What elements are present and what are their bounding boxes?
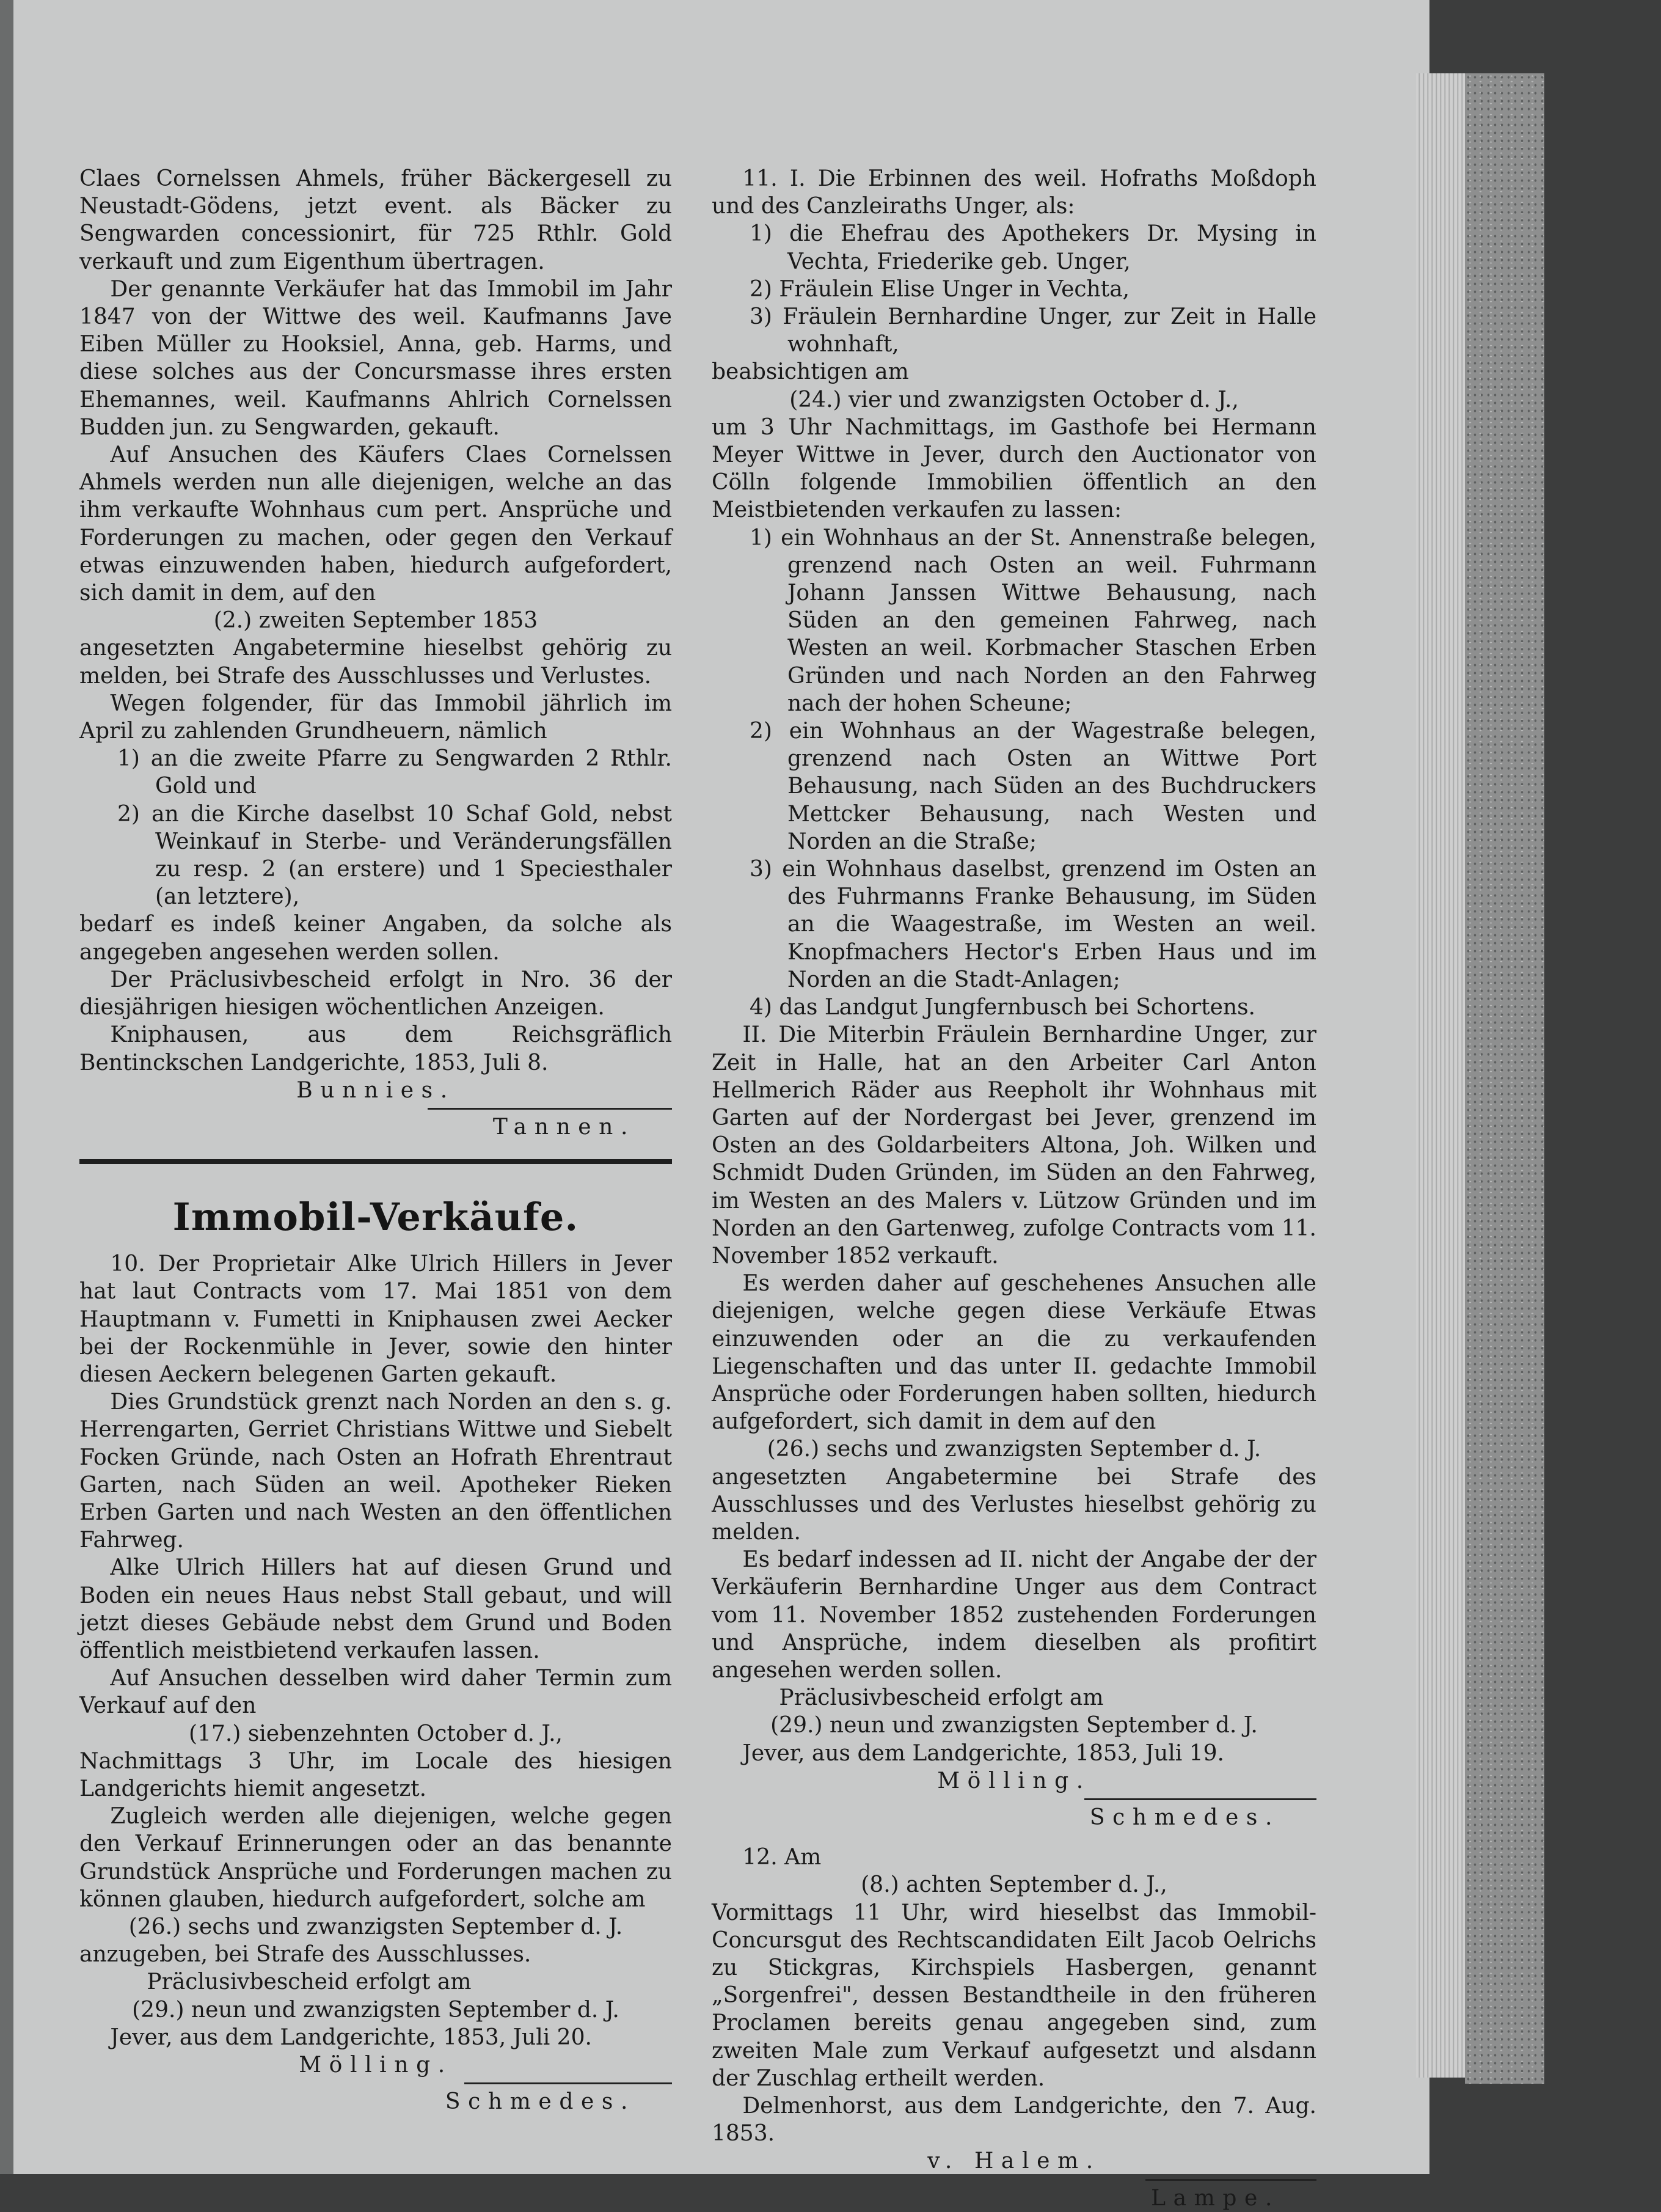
list-item: 1) die Ehefrau des Apothekers Dr. Mysing in Vechta, Friederike geb. Unger, <box>750 221 1324 274</box>
list-item: 1) ein Wohnhaus an der St. Annenstraße belegen, grenzend nach Osten an weil. Fuhrmann Johann Janssen Wittwe Behausung, nach Süden an den gemeinen Fahrweg, nach Westen an weil. Korbmacher Staschen Erben Gründen und nach Norden an den Fahrweg nach der hohen Scheune; <box>750 525 1324 716</box>
paragraph: Claes Cornelssen Ahmels, früher Bäckergesell zu Neustadt-Gödens, jetzt event. als Bäcker zu Sengwarden concessionirt, für 725 Rthlr. Gold verkauft und zum Eigenthum übertragen. <box>79 166 679 274</box>
paragraph: angesetzten Angabetermine hieselbst gehörig zu melden, bei Strafe des Ausschlusses und Verlustes. <box>79 635 679 689</box>
signature: Mölling. <box>937 1768 1091 1793</box>
paragraph: Delmenhorst, aus dem Landgerichte, den 7. Aug. 1853. <box>712 2093 1324 2147</box>
paragraph: bedarf es indeß keiner Angaben, da solche als angegeben angesehen werden sollen. <box>79 912 679 965</box>
section-divider <box>79 1159 672 1164</box>
paragraph: Kniphausen, aus dem Reichsgräflich Bentinckschen Landgerichte, 1853, Juli 8. <box>79 1022 679 1075</box>
left-column <box>79 165 679 2115</box>
paragraph: Alke Ulrich Hillers hat auf diesen Grund und Boden ein neues Haus nebst Stall gebaut, und will jetzt dieses Gebäude nebst dem Grund und Boden öffentlich meistbietend verkaufen lassen. <box>79 1555 679 1663</box>
right-column <box>712 165 1324 2212</box>
paragraph: beabsichtigen am <box>712 359 909 385</box>
date-line: (26.) sechs und zwanzigsten September d. J. <box>767 1437 1261 1462</box>
signature: Mölling. <box>299 2053 453 2078</box>
signature: Schmedes. <box>1089 1804 1280 1830</box>
list-item: 2) an die Kirche daselbst 10 Schaf Gold, nebst Weinkauf in Sterbe- und Veränderungsfällen zu resp. 2 (an erstere) und 1 Speciesthaler (an letztere), <box>117 801 679 910</box>
paragraph: Auf Ansuchen desselben wird daher Termin zum Verkauf auf den <box>79 1666 679 1719</box>
paragraph: Präclusivbescheid erfolgt am <box>779 1685 1104 1711</box>
signature-rule <box>1145 2179 1316 2181</box>
list-item: 2) Fräulein Elise Unger in Vechta, <box>750 276 1130 302</box>
paragraph: Jever, aus dem Landgerichte, 1853, Juli 19. <box>742 1740 1224 1766</box>
paragraph: Es bedarf indessen ad II. nicht der Angabe der der Verkäuferin Bernhardine Unger aus dem Contract vom 11. November 1852 zustehenden Forderungen und Ansprüche, indem dieselben als profitirt angesehen werden sollen. <box>712 1547 1324 1683</box>
signature-rule <box>428 1108 672 1110</box>
paragraph: Nachmittags 3 Uhr, im Locale des hiesigen Landgerichts hiemit angesetzt. <box>79 1748 679 1801</box>
paragraph: Der genannte Verkäufer hat das Immobil im Jahr 1847 von der Wittwe des weil. Kaufmanns Jave Eiben Müller zu Hooksiel, Anna, geb. Harms, und diese solches aus der Concursmasse ihres ersten Ehemannes, weil. Kaufmanns Ahlrich Cornelssen Budden jun. zu Sengwarden, gekauft. <box>79 276 679 440</box>
paragraph: II. Die Miterbin Fräulein Bernhardine Unger, zur Zeit in Halle, hat an den Arbeiter Carl Anton Hellmerich Räder aus Reepholt ihr Wohnhaus mit Garten auf der Nordergast bei Jever, grenzend im Osten an des Goldarbeiters Altona, Joh. Wilken und Schmidt Duden Gründen, im Süden an den Fahrweg, im Westen an des Malers v. Lützow Gründen und im Norden an den Gartenweg, zufolge Contracts vom 11. November 1852 verkauft. <box>712 1022 1324 1269</box>
paragraph: Präclusivbescheid erfolgt am <box>147 1969 472 1995</box>
paragraph: Der Präclusivbescheid erfolgt in Nro. 36 der diesjährigen hiesigen wöchentlichen Anzeigen. <box>79 967 679 1020</box>
paragraph: Wegen folgender, für das Immobil jährlich im April zu zahlenden Grundheuern, nämlich <box>79 690 679 744</box>
list-item: 2) ein Wohnhaus an der Wagestraße belegen, grenzend nach Osten an Wittwe Port Behausung, nach Süden an des Buchdruckers Mettcker Behausung, nach Westen und Norden an die Straße; <box>750 719 1324 854</box>
signature-rule <box>1084 1798 1316 1800</box>
list-item: 4) das Landgut Jungfernbusch bei Schortens. <box>750 995 1255 1020</box>
paragraph: um 3 Uhr Nachmittags, im Gasthofe bei Hermann Meyer Wittwe in Jever, durch den Auctionator von Cölln folgende Immobilien öffentlich an den Meistbietenden verkaufen zu lassen: <box>712 414 1324 523</box>
signature: Bunnies. <box>296 1077 455 1103</box>
paragraph: Dies Grundstück grenzt nach Norden an den s. g. Herrengarten, Gerriet Christians Wittwe und Siebelt Focken Gründe, nach Osten an Hofrath Ehrentraut Garten, nach Süden an weil. Apotheker Rieken Erben Garten und nach Westen an den öffentlichen Fahrweg. <box>79 1390 679 1553</box>
paragraph: angesetzten Angabetermine bei Strafe des Ausschlusses und des Verlustes hieselbst gehörig zu melden. <box>712 1464 1324 1545</box>
paragraph: Jever, aus dem Landgerichte, 1853, Juli 20. <box>110 2024 592 2050</box>
date-line: (29.) neun und zwanzigsten September d. J. <box>770 1713 1258 1738</box>
signature: Lampe. <box>1151 2185 1280 2211</box>
signature: v. Halem. <box>927 2148 1101 2174</box>
paragraph: Zugleich werden alle diejenigen, welche gegen den Verkauf Erinnerungen oder an das benannte Grundstück Ansprüche und Forderungen machen zu können glauben, hiedurch aufgefordert, solche am <box>79 1804 679 1912</box>
paragraph: 12. Am <box>742 1845 822 1870</box>
list-item: 1) an die zweite Pfarre zu Sengwarden 2 Rthlr. Gold und <box>117 746 679 799</box>
paragraph: Auf Ansuchen des Käufers Claes Cornelssen Ahmels werden nun alle diejenigen, welche an das ihm verkaufte Wohnhaus cum pert. Ansprüche und Forderungen zu machen, oder gegen den Verkauf etwas einzuwenden haben, hiedurch aufgefordert, sich damit in dem, auf den <box>79 442 679 606</box>
date-line: (24.) vier und zwanzigsten October d. J., <box>789 387 1239 412</box>
book-cover <box>1465 73 1544 2084</box>
signature: Tannen. <box>492 1114 635 1140</box>
paragraph: 11. I. Die Erbinnen des weil. Hofraths Moßdoph und des Canzleiraths Unger, als: <box>712 166 1324 219</box>
signature-rule <box>464 2082 672 2084</box>
date-line: (8.) achten September d. J., <box>861 1872 1167 1898</box>
paragraph: anzugeben, bei Strafe des Ausschlusses. <box>79 1942 531 1968</box>
date-line: (26.) sechs und zwanzigsten September d. J. <box>128 1914 623 1939</box>
signature: Schmedes. <box>445 2089 635 2115</box>
list-item: 3) Fräulein Bernhardine Unger, zur Zeit in Halle wohnhaft, <box>750 304 1324 357</box>
section-heading: Immobil-Verkäufe. <box>172 1195 579 1240</box>
page-gutter-shadow <box>0 0 13 2174</box>
paragraph: Vormittags 11 Uhr, wird hieselbst das Immobil-Concursgut des Rechtscandidaten Eilt Jacob Oelrichs zu Stickgras, Kirchspiels Hasbergen, genannt „Sorgenfrei", dessen Bestandtheile in den früheren Proclamen bereits genau angegeben sind, zum zweiten Male zum Verkauf aufgesetzt und alsdann der Zuschlag ertheilt werden. <box>712 1900 1324 2091</box>
date-line: (29.) neun und zwanzigsten September d. J. <box>132 1997 619 2023</box>
paragraph: 10. Der Proprietair Alke Ulrich Hillers in Jever hat laut Contracts vom 17. Mai 1851 von dem Hauptmann v. Fumetti in Kniphausen zwei Aecker bei der Rockenmühle in Jever, sowie den hinter diesen Aeckern belegenen Garten gekauft. <box>79 1251 679 1387</box>
paragraph: Es werden daher auf geschehenes Ansuchen alle diejenigen, welche gegen diese Verkäufe Etwas einzuwenden oder an die zu verkaufenden Liegenschaften und das unter II. gedachte Immobil Ansprüche oder Forderungen haben sollten, hiedurch aufgefordert, sich damit in dem auf den <box>712 1271 1324 1435</box>
date-line: (2.) zweiten September 1853 <box>213 608 538 634</box>
list-item: 3) ein Wohnhaus daselbst, grenzend im Osten an des Fuhrmanns Franke Behausung, im Süden an die Waagestraße, im Westen an weil. Knopfmachers Hector's Erben Haus und im Norden an die Stadt-Anlagen; <box>750 857 1324 992</box>
date-line: (17.) siebenzehnten October d. J., <box>189 1721 563 1746</box>
page-edges <box>1416 73 1465 2078</box>
